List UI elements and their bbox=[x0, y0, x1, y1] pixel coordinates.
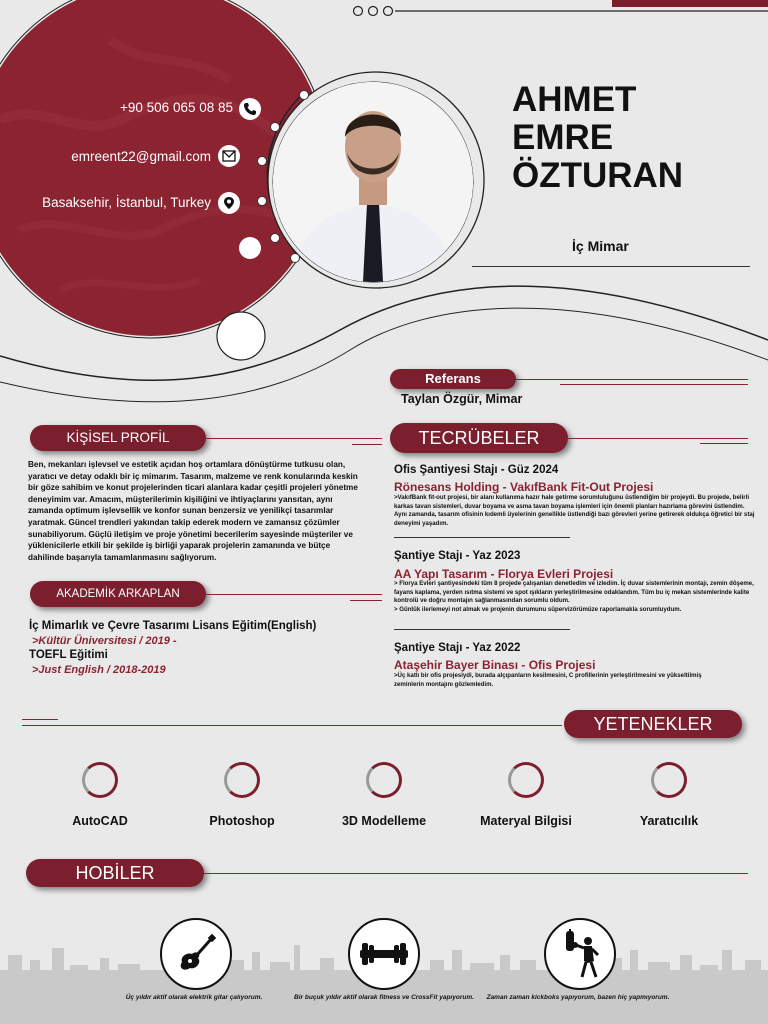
education-item-1-title: İç Mimarlık ve Çevre Tasarımı Lisans Eğitim(English) bbox=[29, 620, 317, 632]
reference-rule bbox=[516, 379, 748, 380]
experience-3-title: Şantiye Stajı - Yaz 2022 bbox=[394, 642, 521, 654]
profile-heading: KİŞİSEL PROFİL bbox=[30, 425, 206, 451]
connector-dot bbox=[299, 90, 309, 100]
hobby-caption-guitar: Üç yıldır aktif olarak elektrik gitar çalıyorum. bbox=[125, 994, 263, 1001]
education-heading: AKADEMİK ARKAPLAN bbox=[30, 581, 206, 607]
connector-dot bbox=[257, 156, 267, 166]
profile-rule-2 bbox=[352, 444, 382, 445]
skill-ring-materials bbox=[508, 762, 544, 798]
name-line-3: ÖZTURAN bbox=[512, 156, 684, 195]
education-item-2-title: TOEFL Eğitimi bbox=[29, 649, 108, 661]
hobby-caption-kickboxing: Zaman zaman kickboks yapıyorum, bazen hiç yapmıyorum. bbox=[486, 994, 670, 1001]
job-title: İç Mimar bbox=[572, 238, 629, 254]
skill-label-autocad: AutoCAD bbox=[72, 814, 128, 828]
location-pin-icon bbox=[218, 192, 240, 214]
experience-rule bbox=[568, 438, 748, 439]
title-underline bbox=[472, 266, 750, 267]
connector-dot bbox=[290, 253, 300, 263]
skill-ring-autocad bbox=[82, 762, 118, 798]
experience-rule-2 bbox=[700, 443, 748, 444]
hobby-caption-fitness: Bir buçuk yıldır aktif olarak fitness ve CrossFit yapıyorum. bbox=[294, 994, 474, 1001]
experience-3-desc: >Üç katlı bir ofis projesiydi, burada alçıpanların kesilmesini, C profillerinin yerleştirilmesini ve yükseltilmiş zeminlerin montajını gözlemledim. bbox=[394, 672, 702, 688]
reference-value: Taylan Özgür, Mimar bbox=[401, 392, 523, 406]
education-rule bbox=[206, 594, 382, 595]
email-text[interactable]: emreent22@gmail.com bbox=[71, 149, 211, 164]
email-icon bbox=[218, 145, 240, 167]
experience-divider bbox=[394, 537, 570, 538]
profile-photo bbox=[273, 82, 473, 282]
blank-contact-icon bbox=[239, 237, 261, 259]
profile-rule bbox=[206, 438, 382, 439]
connector-dot bbox=[257, 196, 267, 206]
experience-2-desc: > Florya Evleri şantiyesindeki tüm 8 projede çalışanları denetledim ve izledim. İç duvar sistemlerinin montajı, zemin döşeme, fayans kaplama, yerden ısıtma sistemi ve spot ışıkların yerleştirilmesine odaklandım. Tüm bu iç mekan sistemlerinde kalite kontrolü ve doğru montajın sağlanmasından sorumlu oldum. > Günlük ilerlemeyi not almak ve projenin durumunu süpervizörümüze raporlamakla sorumluydum. bbox=[394, 580, 754, 614]
skill-label-photoshop: Photoshop bbox=[209, 814, 275, 828]
profile-text: Ben, mekanları işlevsel ve estetik açıdan hoş ortamlara dönüştürme tutkusu olan, yaratıcı ve detay odaklı bir iç mimarım. Tasarım, malzeme ve renk konularında keskin bir göze sahibim ve konut projelerinden ticari alanlara kadar çeşitli projeleri yönetme deneyimim var. Amacım, müşterilerimin kişiliğini ve ihtiyaçlarını yansıtan, aynı zamanda optimum işlevsellik ve konfor sunan benzersiz ve yenilikçi tasarımlar yaratmak. Güncel trendleri yakından takip ederek modern ve zamansız çözümler sunabiliyorum. Güçlü iletişim ve proje yönetimi becerilerim sayesinde müşteriler ve yüklenicilerle etkili bir şekilde iş birliği yaparak projelerin zamanında ve bütçe dahilinde başarıyla tamamlanmasını sağlıyorum. bbox=[28, 460, 358, 562]
experience-1-desc: >VakıfBank fit-out projesi, bir alanı kullanıma hazır hale getirme sorumluluğunu üstlendiğim bir projeydi. Bu projede, belirli karkas tavan sistemleri, duvar boyama ve asma tavan boyama işlemleri için önemli planları hazırlama görevini üstlendim. Aynı zamanda, tasarım ofisinin kıdemli üyelerinin genellikle üstlendiği bazı görevleri yerine getirerek oldukça öğretici bir staj deneyimi yaşadım. bbox=[394, 494, 755, 528]
phone-icon bbox=[239, 98, 261, 120]
skill-label-materials: Materyal Bilgisi bbox=[480, 814, 572, 828]
location-text: Basaksehir, İstanbul, Turkey bbox=[42, 195, 211, 210]
reference-rule-2 bbox=[560, 384, 748, 385]
hobbies-rule bbox=[204, 873, 748, 874]
skill-ring-photoshop bbox=[224, 762, 260, 798]
experience-heading: TECRÜBELER bbox=[390, 423, 568, 453]
hobbies-heading: HOBİLER bbox=[26, 859, 204, 887]
name-line-1: AHMET bbox=[512, 80, 637, 119]
reference-heading: Referans bbox=[390, 369, 516, 389]
barbell-icon bbox=[348, 918, 420, 990]
experience-1-company: Rönesans Holding - VakıfBank Fit-Out Projesi bbox=[394, 480, 654, 494]
phone-text[interactable]: +90 506 065 08 85 bbox=[120, 100, 233, 115]
experience-1-title: Ofis Şantiyesi Stajı - Güz 2024 bbox=[394, 464, 559, 476]
skill-ring-creativity bbox=[651, 762, 687, 798]
experience-3-company: Ataşehir Bayer Binası - Ofis Projesi bbox=[394, 658, 596, 672]
skill-label-creativity: Yaratıcılık bbox=[639, 814, 699, 828]
boxing-icon bbox=[544, 918, 616, 990]
experience-2-company: AA Yapı Tasarım - Florya Evleri Projesi bbox=[394, 567, 614, 581]
experience-divider bbox=[394, 629, 570, 630]
guitar-icon bbox=[160, 918, 232, 990]
full-name bbox=[512, 81, 683, 195]
connector-dot bbox=[270, 233, 280, 243]
skill-label-3d: 3D Modelleme bbox=[341, 814, 427, 828]
connector-dot bbox=[270, 122, 280, 132]
education-rule-2 bbox=[350, 600, 382, 601]
education-item-1-school: >Kültür Üniversitesi / 2019 - bbox=[32, 635, 177, 647]
experience-2-title: Şantiye Stajı - Yaz 2023 bbox=[394, 550, 521, 562]
name-line-2: EMRE bbox=[512, 118, 614, 157]
skills-heading: YETENEKLER bbox=[564, 710, 742, 738]
skill-ring-3d bbox=[366, 762, 402, 798]
skills-rule bbox=[22, 725, 562, 726]
education-item-2-school: >Just English / 2018-2019 bbox=[32, 664, 166, 676]
skills-rule-left bbox=[22, 719, 58, 720]
